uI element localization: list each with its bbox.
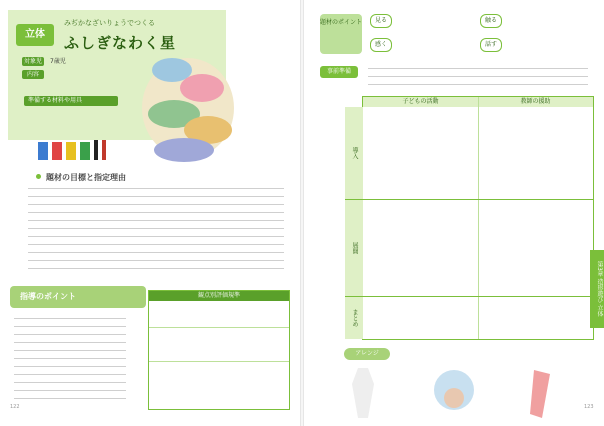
page-title: ふしぎなわく星 [64, 34, 177, 52]
topic-points-label: 題材のポイント [320, 14, 362, 54]
stage-label: 導入 [345, 107, 363, 199]
table-header: 教師の援助 [478, 97, 593, 107]
point-pill: 見る [370, 14, 392, 28]
column-divider [478, 97, 479, 339]
evaluation-table [148, 290, 290, 410]
materials-heading: 準備する材料や用具 [24, 96, 118, 106]
row-label: 内容 [22, 70, 44, 79]
left-page [0, 0, 300, 426]
planet-sculpture-photo [132, 30, 244, 170]
table-header: 子どもの活動 [363, 97, 478, 107]
arrange-label: アレンジ [344, 348, 390, 360]
stage-label: 展開 [345, 200, 363, 296]
target-row [22, 56, 66, 66]
preparation-label: 事前準備 [320, 66, 358, 78]
stage-label: まとめ [345, 297, 363, 339]
table-row [345, 199, 593, 200]
points-text [14, 318, 126, 406]
point-pill: 触る [480, 14, 502, 28]
point-pill: 感く [370, 38, 392, 52]
page-number: 123 [584, 404, 594, 410]
point-pill: 話す [480, 38, 502, 52]
evaluation-heading: 観点別評価規準 [149, 291, 289, 301]
table-row [149, 327, 289, 328]
page-number: 122 [10, 404, 20, 410]
page-subtitle: みぢかなざいりょうでつくる [64, 19, 155, 27]
category-tag: 立体 [16, 24, 54, 46]
preparation-text [368, 68, 588, 92]
paint-tubes-illustration [36, 138, 116, 162]
content-row [22, 70, 50, 79]
table-row [149, 361, 289, 362]
row-text: 7歳児 [50, 58, 66, 65]
chapter-side-tab: 第3章 造形遊び 立体 [590, 250, 604, 328]
arrange-photos [344, 364, 574, 422]
table-row [345, 296, 593, 297]
points-heading: 指導のポイント [10, 286, 146, 308]
section-goal-heading: 題材の目標と指定理由 [46, 173, 126, 182]
activity-table [351, 96, 594, 340]
row-label: 対象児 [23, 58, 42, 65]
right-page [304, 0, 604, 426]
section-goal-text [28, 188, 284, 276]
